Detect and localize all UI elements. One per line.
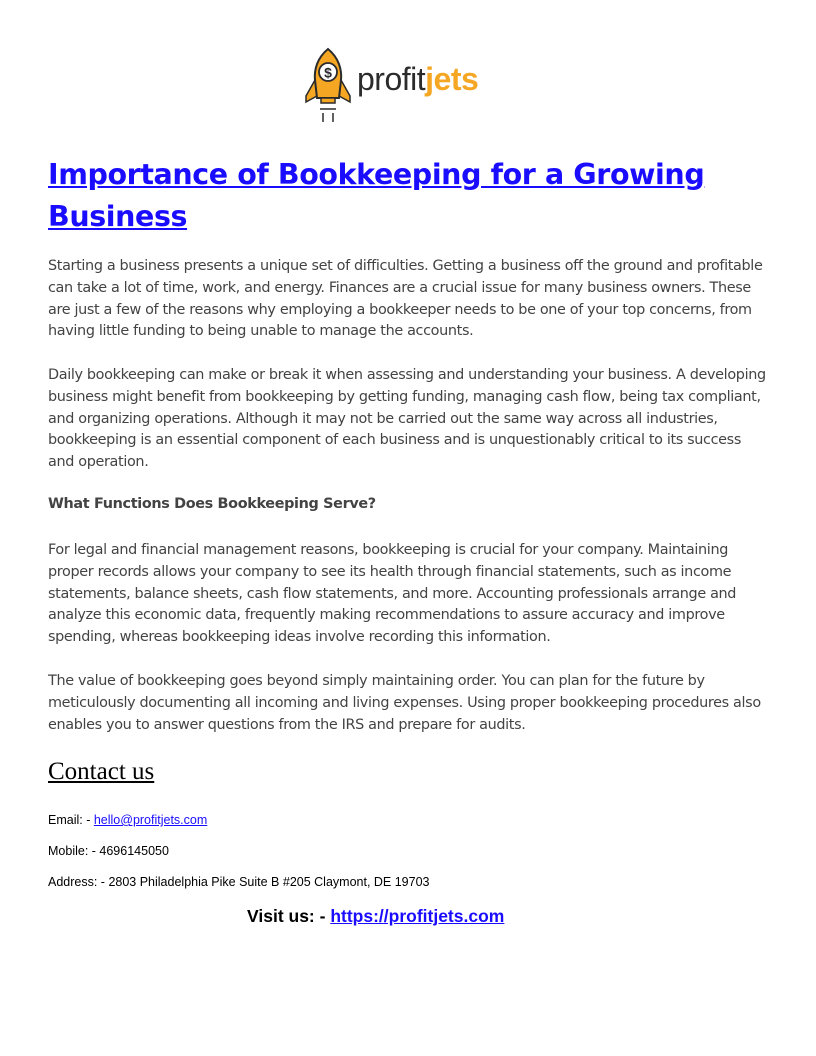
page-title[interactable]: Importance of Bookkeeping for a Growing Business [48,158,705,233]
contact-heading: Contact us [48,758,155,785]
website-link[interactable]: https://profitjets.com [330,906,505,926]
mobile-line [48,844,169,858]
mobile-number: 4696145050 [99,844,169,858]
email-line [48,813,207,827]
value-paragraph: The value of bookkeeping goes beyond simply maintaining order. You can plan for the future by meticulously documenting all incoming and living expenses. Using proper bookkeeping procedures also enables you to answer questions from the IRS and prepare for audits. [48,673,761,733]
address-line [48,875,429,889]
rocket-dollar-icon [303,46,353,126]
daily-bookkeeping-paragraph: Daily bookkeeping can make or break it when assessing and understanding your business. A developing business might benefit from bookkeeping by getting funding, managing cash flow, being tax compliant, and organizing operations. Although it may not be carried out the same way across all industries, bookkeeping is an essential component of each business and is unquestionably critical to its success and operation. [48,367,766,471]
mobile-label: Mobile: - [48,844,100,858]
logo [303,46,478,126]
svg-text:$: $ [324,64,332,81]
visit-line [247,906,504,927]
address-label: Address: - [48,875,109,889]
address-value: 2803 Philadelphia Pike Suite B #205 Claymont, DE 19703 [108,875,430,889]
functions-paragraph: For legal and financial management reasons, bookkeeping is crucial for your company. Maintaining proper records allows your company to see its health through financial statements, such as income statements, balance sheets, cash flow statements, and more. Accounting professionals arrange and analyze this economic data, frequently making recommendations to assure accuracy and improve spending, whereas bookkeeping ideas involve recording this information. [48,542,737,646]
email-link[interactable]: hello@profitjets.com [93,813,208,827]
logo-wordmark: profitjets [357,60,479,97]
email-label: Email: - [48,813,94,827]
section-heading: What Functions Does Bookkeeping Serve? [48,496,376,512]
intro-paragraph: Starting a business presents a unique set of difficulties. Getting a business off the ground and profitable can take a lot of time, work, and energy. Finances are a crucial issue for many business owners. These are just a few of the reasons why employing a bookkeeper needs to be one of your top concerns, from having little funding to being unable to manage the accounts. [48,258,763,340]
visit-label: Visit us: - [247,906,331,926]
